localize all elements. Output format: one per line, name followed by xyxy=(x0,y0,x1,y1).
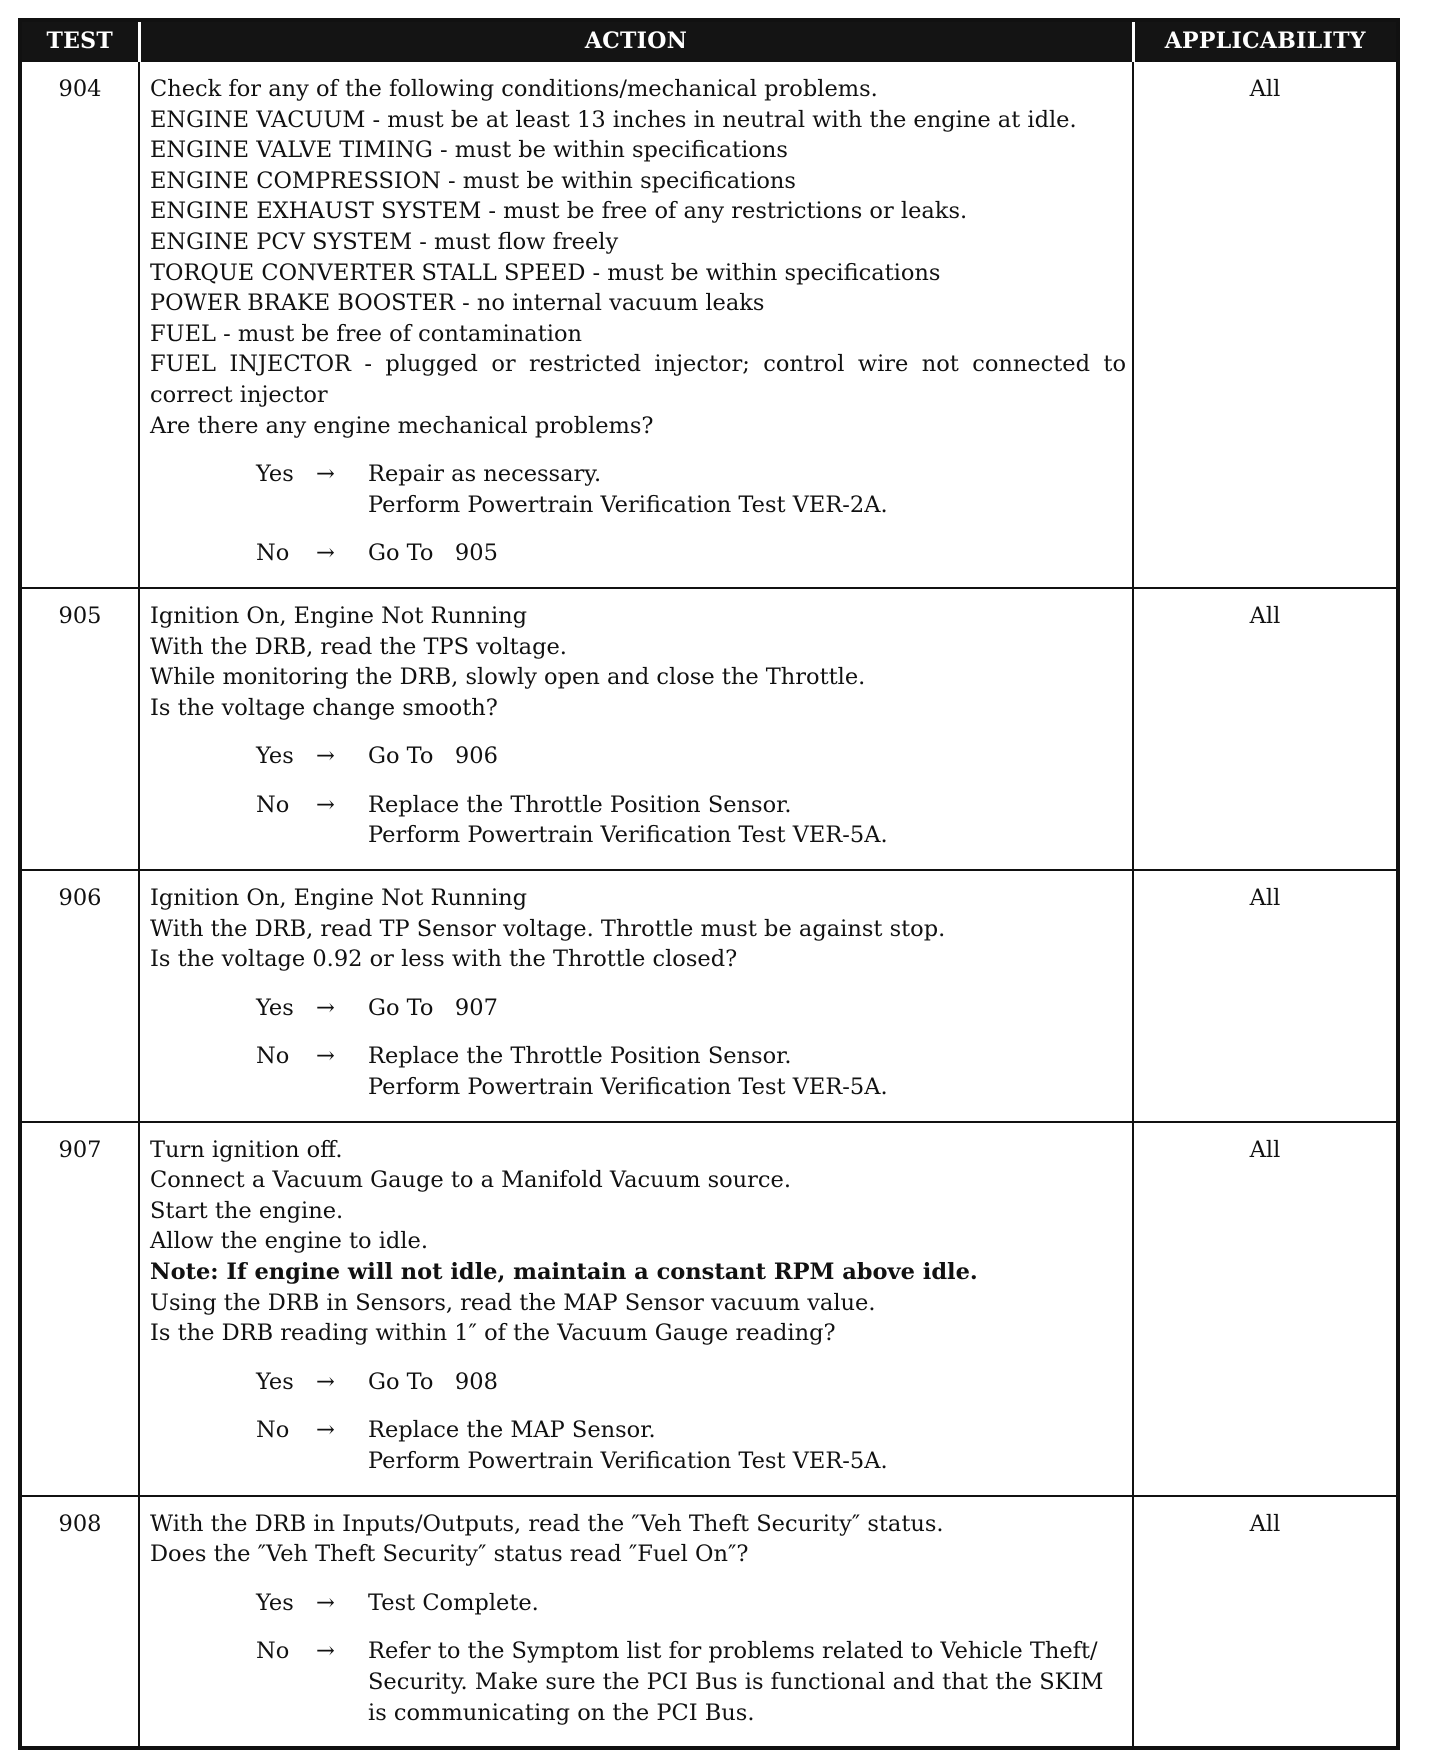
answer-label: No xyxy=(256,791,290,818)
applicability-value: All xyxy=(1133,1496,1398,1749)
action-cell xyxy=(139,1122,1133,1496)
action-line: Start the engine. xyxy=(150,1197,344,1224)
answer-text: Perform Powertrain Verification Test VER-5A. xyxy=(368,1074,888,1101)
arrow-right-icon: → xyxy=(316,1589,335,1616)
arrow-right-icon: → xyxy=(316,791,335,818)
action-line: ENGINE EXHAUST SYSTEM - must be free of any restrictions or leaks. xyxy=(150,198,968,225)
applicability-value: All xyxy=(1133,588,1398,870)
answer-yes xyxy=(150,993,1126,1024)
arrow-right-icon: → xyxy=(316,743,335,770)
action-cell xyxy=(139,1496,1133,1749)
action-line: ENGINE PCV SYSTEM - must flow freely xyxy=(150,228,619,255)
answer-text: Perform Powertrain Verification Test VER-5A. xyxy=(368,1447,888,1474)
action-line: ENGINE VALVE TIMING - must be within specifications xyxy=(150,137,788,164)
question-line: Is the voltage 0.92 or less with the Throttle closed? xyxy=(150,946,738,973)
applicability-value: All xyxy=(1133,1122,1398,1496)
question-line: Does the ″Veh Theft Security″ status read ″Fuel On″? xyxy=(150,1541,749,1568)
answer-text: Replace the Throttle Position Sensor. xyxy=(368,1043,792,1070)
action-line: Check for any of the following conditions/mechanical problems. xyxy=(150,76,878,102)
answer-yes xyxy=(150,459,1126,520)
action-line: Using the DRB in Sensors, read the MAP Sensor vacuum value. xyxy=(150,1289,876,1316)
arrow-right-icon: → xyxy=(316,994,335,1021)
applicability-value: All xyxy=(1133,870,1398,1122)
action-line: With the DRB in Inputs/Outputs, read the ″Veh Theft Security″ status. xyxy=(150,1510,944,1537)
arrow-right-icon: → xyxy=(316,1043,335,1070)
answer-text: is communicating on the PCI Bus. xyxy=(368,1699,755,1726)
action-cell xyxy=(139,61,1133,588)
header-applicability: APPLICABILITY xyxy=(1133,20,1398,61)
action-line: Connect a Vacuum Gauge to a Manifold Vacuum source. xyxy=(150,1167,791,1194)
action-line: Turn ignition off. xyxy=(150,1136,343,1163)
answer-text: Replace the Throttle Position Sensor. xyxy=(368,791,792,818)
test-number: 906 xyxy=(20,870,139,1122)
diagnostic-test-table xyxy=(18,18,1400,1750)
answer-label: Yes xyxy=(256,1368,294,1395)
answer-text: Perform Powertrain Verification Test VER-2A. xyxy=(368,491,888,518)
note-line: Note: If engine will not idle, maintain a constant RPM above idle. xyxy=(150,1259,978,1285)
header-action: ACTION xyxy=(139,20,1133,61)
answer-no xyxy=(150,538,1126,569)
test-number: 907 xyxy=(20,1122,139,1496)
arrow-right-icon: → xyxy=(316,540,335,567)
test-number: 905 xyxy=(20,588,139,870)
test-number: 904 xyxy=(20,61,139,588)
answer-text: Security. Make sure the PCI Bus is functional and that the SKIM xyxy=(368,1668,1104,1695)
answer-label: Yes xyxy=(256,461,294,488)
header-row xyxy=(20,20,1398,61)
answer-no xyxy=(150,1636,1126,1728)
action-line: FUEL INJECTOR - plugged or restricted injector; control wire not connected to correct injector xyxy=(150,351,1126,408)
answer-text: Go To 906 xyxy=(368,743,498,770)
action-line: TORQUE CONVERTER STALL SPEED - must be within specifications xyxy=(150,259,941,286)
question-line: Is the DRB reading within 1″ of the Vacuum Gauge reading? xyxy=(150,1320,836,1347)
action-cell xyxy=(139,870,1133,1122)
action-line: With the DRB, read the TPS voltage. xyxy=(150,633,567,660)
action-line: ENGINE COMPRESSION - must be within specifications xyxy=(150,167,796,194)
answer-text: Go To 908 xyxy=(368,1368,498,1395)
answer-label: Yes xyxy=(256,994,294,1021)
arrow-right-icon: → xyxy=(316,1368,335,1395)
answer-text: Go To 905 xyxy=(368,540,498,567)
answer-label: No xyxy=(256,1417,290,1444)
test-row-907 xyxy=(20,1122,1398,1496)
header-test: TEST xyxy=(20,20,139,61)
action-line: POWER BRAKE BOOSTER - no internal vacuum leaks xyxy=(150,290,765,317)
answer-text: Test Complete. xyxy=(368,1589,539,1616)
action-line: With the DRB, read TP Sensor voltage. Throttle must be against stop. xyxy=(150,915,946,942)
question-line: Is the voltage change smooth? xyxy=(150,694,498,721)
action-line: ENGINE VACUUM - must be at least 13 inches in neutral with the engine at idle. xyxy=(150,106,1077,133)
answer-no xyxy=(150,1415,1126,1476)
applicability-value: All xyxy=(1133,61,1398,588)
answer-text: Perform Powertrain Verification Test VER-5A. xyxy=(368,822,888,849)
answer-yes xyxy=(150,1588,1126,1619)
answer-yes xyxy=(150,741,1126,772)
answer-label: Yes xyxy=(256,1589,294,1616)
answer-text: Refer to the Symptom list for problems related to Vehicle Theft/ xyxy=(368,1638,1098,1665)
answer-text: Replace the MAP Sensor. xyxy=(368,1417,656,1444)
answer-no xyxy=(150,1041,1126,1102)
answer-text: Go To 907 xyxy=(368,994,498,1021)
arrow-right-icon: → xyxy=(316,1417,335,1444)
question-line: Are there any engine mechanical problems? xyxy=(150,412,654,439)
action-cell xyxy=(139,588,1133,870)
test-number: 908 xyxy=(20,1496,139,1749)
answer-no xyxy=(150,790,1126,851)
answer-label: No xyxy=(256,1638,290,1665)
test-row-905 xyxy=(20,588,1398,870)
answer-yes xyxy=(150,1367,1126,1398)
arrow-right-icon: → xyxy=(316,461,335,488)
answer-label: No xyxy=(256,1043,290,1070)
action-line: FUEL - must be free of contamination xyxy=(150,320,582,347)
action-line: While monitoring the DRB, slowly open and close the Throttle. xyxy=(150,664,866,691)
answer-label: No xyxy=(256,540,290,567)
test-row-906 xyxy=(20,870,1398,1122)
arrow-right-icon: → xyxy=(316,1638,335,1665)
answer-text: Repair as necessary. xyxy=(368,461,602,488)
action-line: Allow the engine to idle. xyxy=(150,1228,428,1255)
test-row-908 xyxy=(20,1496,1398,1749)
answer-label: Yes xyxy=(256,743,294,770)
action-line: Ignition On, Engine Not Running xyxy=(150,885,528,912)
action-line: Ignition On, Engine Not Running xyxy=(150,602,528,629)
test-row-904 xyxy=(20,61,1398,588)
